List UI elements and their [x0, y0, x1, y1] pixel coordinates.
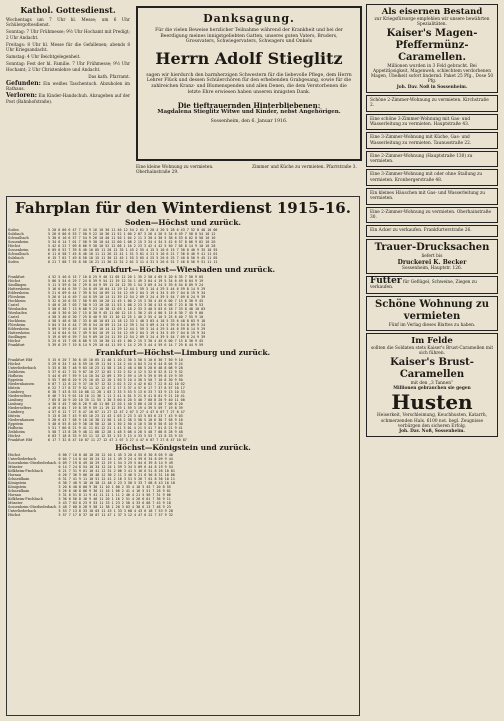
ad-caramel-text: Millionen wurden in 3 Feld gebracht. Bei Appetitlosigkeit, Magenweh, schlechtem verdorbenen Magen, Übelkeit sofort lindernd. Paket 25 Pfg., Dose 50 Pfg.: [370, 63, 494, 85]
departure-times: 6 05 6 52 7 39 8 40 10 05 11 20 12 35 1 45 2 55 4 15 5 10 6 15 7 30 8 40 9 35 10 55: [48, 248, 218, 252]
departure-times: 5 11 5 59 6 34 7 29 8 44 9 59 11 24 12 39 1 54 3 09 4 24 5 39 6 54 8 09 9 24: [48, 283, 204, 287]
station-name: Sindlingen: [8, 283, 27, 287]
departure-times: 5 19 6 09 6 59 7 54 9 09 10 24 11 39 12 54 2 09 3 24 4 39 5 54 7 09 8 24 9 39: [48, 335, 206, 339]
ad-feld: [366, 333, 498, 437]
station-name: Flörsheim: [8, 295, 26, 299]
church-notice-column: [6, 4, 130, 106]
departure-times: 5 40 6 28 7 03 7 58 9 13 10 28 11 53 1 08 2 23 3 38 4 53 6 08 7 23 8 38 9 53: [48, 303, 204, 307]
departure-times: 5 15 6 20 7 30 8 45 10 05 11 40 1 10 2 30 3 50 5 10 6 30 7 50 9 10: [48, 358, 183, 362]
departure-times: 4 50 5 40 6 30 7 25 8 40 9 55 11 10 12 25 1 40 2 55 4 10 5 25 6 40 7 55 9 10: [48, 315, 204, 319]
station-name: Frankfurt Hbf: [8, 358, 33, 362]
station-name: Sossenheim: [8, 240, 29, 244]
station-name: Zeilsheim: [8, 370, 25, 374]
station-name: Münster: [8, 465, 23, 469]
route-title: Frankfurt—Höchst—Limburg und zurück.: [95, 348, 271, 357]
rental-ad: Eine 2-Zimmer-Wohnung (Hauptstraße 130) zu vermieten.: [366, 151, 498, 168]
ad-futter: [366, 276, 498, 294]
church-heading: Kathol. Gottesdienst.: [20, 5, 116, 15]
ad-millionen: Millionen gebrauchen sie gegen: [393, 385, 471, 391]
departure-times: 5 58 7 13 8 28 9 48 11 08 12 28 1 48 3 08 4 28 5 48 7 08 8 28 9 48: [48, 430, 183, 434]
station-name: Hochheim: [8, 299, 26, 303]
church-para-3: Freitags: 8 Uhr hl. Messe für die Gefallenen; abends 8 Uhr Kriegsandacht.: [6, 41, 130, 53]
ad-bestand-title: Als eisernen Bestand: [381, 7, 483, 17]
station-name: Unterliederbach: [8, 366, 37, 370]
church-para-4: Samstag: 4 Uhr Beichtgelegenheit.: [6, 54, 81, 60]
station-name: Sossenheim-Oberliederbach: [8, 505, 57, 509]
timetable-routes: [7, 218, 359, 517]
departure-times: 5 09 5 59 6 49 7 44 8 59 10 14 11 29 12 44 1 59 3 14 4 29 5 44 6 59 8 14 9 29: [48, 327, 206, 331]
departure-times: 5 06 5 54 6 29 7 24 8 39 9 54 11 19 12 34 1 49 3 04 4 19 5 34 6 49 8 04 9 19: [48, 279, 204, 283]
ad-futter-title: Futter: [370, 276, 402, 287]
station-name: Wiesbaden: [8, 307, 27, 311]
station-name: Camberg: [8, 410, 24, 414]
departure-times: 6 38 7 43 8 53 10 08 11 28 1 03 2 33 3 53 5 13 6 33 7 53 9 13 10 33: [48, 390, 185, 394]
thanks-intro: Für die vielen Beweise herzlicher Teilnahme während der Krankheit und bei der Beerdigung meines innigstgeliebten Gatten, unseres guten Vaters, Bruders, Grossvaters, Schwiegervaters, Schwagers und Onkels: [155, 28, 343, 45]
departure-times: 5 50 6 38 7 13 8 08 9 23 10 38 12 03 1 18 2 33 3 48 5 03 6 18 7 33 8 48 10 03: [48, 307, 206, 311]
ads-column: [366, 4, 498, 439]
departure-times: 5 55 7 00 8 10 9 25 10 45 12 20 1 50 3 10 4 30 5 50 7 10 8 30 9 50: [48, 378, 183, 382]
church-signature: Das kath. Pfarramt.: [88, 73, 130, 79]
departure-times: 5 26 6 14 6 49 7 44 8 59 10 14 11 39 12 54 2 09 3 24 4 39 5 54 7 09 8 24 9 39: [48, 295, 206, 299]
departure-times: 6 21 7 08 7 55 8 56 10 21 11 36 12 51 2 01 3 11 4 31 5 26 6 31 7 46 8 56 9 51 11 11: [48, 260, 218, 264]
departure-times: 5 42 6 22 7 09 8 06 9 38 10 52 12 08 1 16 2 23 3 42 4 42 5 50 7 05 8 14 9 10 10 28: [48, 244, 216, 248]
route-title: Frankfurt—Höchst—Wiesbaden und zurück.: [90, 265, 276, 274]
ad-trauer-text: liefert bis: [421, 253, 443, 259]
departure-times: 6 04 7 14 8 44 10 24 12 14 1 49 3 24 4 59 6 34 8 09 9 44: [58, 457, 173, 461]
route-title: Soden—Höchst und zurück.: [124, 218, 242, 227]
found-text: Ein weißes Taschentuch. Abzuholen im Rathaus.: [6, 81, 130, 92]
route-table: [7, 453, 359, 517]
station-name: Kelkheim-Fischbach: [8, 469, 43, 473]
station-name: Idstein: [8, 386, 20, 390]
departure-times: 5 51 7 06 8 21 9 41 11 01 12 21 1 41 3 01 4 21 5 41 7 01 8 21 9 41: [48, 426, 183, 430]
station-name: Castel: [8, 315, 19, 319]
station-name: Sulzbach: [8, 256, 24, 260]
station-name: Niederselters: [8, 394, 32, 398]
lost-text: Ein Kinder-Handschuh. Abzugeben auf der Post (Bahnhofstraße).: [6, 93, 130, 104]
station-name: Frankfurt: [8, 275, 25, 279]
notice-date: Sossenheim, den 6. Januar 1916.: [210, 118, 288, 124]
departure-times: 5 57 7 17 8 37 10 07 11 47 1 37 3 12 4 47 6 22 7 57 9 32: [58, 513, 173, 517]
rental-ad: Schöne 2-Zimmer-Wohnung zu vermieten. Kirchstraße 2.: [366, 95, 498, 112]
departure-times: 4 40 5 30 6 20 7 15 8 30 9 45 11 00 12 15 1 30 2 45 4 00 5 15 6 30 7 45 9 00: [48, 311, 204, 315]
departure-times: 5 16 6 04 6 39 7 34 8 49 10 04 11 29 12 44 1 59 3 14 4 29 5 44 6 59 8 14 9 29: [48, 287, 206, 291]
station-name: Königstein: [8, 481, 27, 485]
station-name: Niederselters: [8, 406, 32, 410]
departure-times: 6 26 7 36 9 06 10 46 12 36 2 11 3 46 5 21 6 56 8 31 10 06: [58, 473, 175, 477]
departure-times: 5 39 6 29 7 19 8 14 9 29 10 44 11 59 1 14 2 29 3 44 4 59 6 14 7 29 8 44 9 59: [48, 343, 204, 347]
thanks-notice: [136, 6, 362, 161]
departure-times: 6 03 7 18 8 33 9 53 11 13 12 33 1 53 3 13 4 33 5 53 7 13 8 33 9 53: [48, 434, 183, 438]
thanks-body: sagen wir hierdurch den barmherzigen Schwestern für die liebevolle Pflege, dem Herrn Lehrer Flück und dessen Schülerchören für den erhebenden Grabgesang, sowie für die zahlreichen Kranz- und Blumenspenden und allen Denen, die dem Verstorbenen die letzte Ehre erwiesen haben unseren innigsten Dank.: [146, 72, 352, 95]
ad-feld-text: sollten die Soldaten stets Kaiser's Brust-Caramellen mit sich führen.: [370, 346, 494, 357]
station-name: Soden: [8, 260, 19, 264]
station-name: Schneidhain: [8, 489, 30, 493]
departure-times: 6 09 7 19 8 49 10 29 12 19 1 54 3 29 5 04 6 39 8 14 9 49: [58, 461, 173, 465]
deceased-name: Herrn Adolf Stieglitz: [155, 48, 343, 68]
departure-times: 6 21 7 31 9 01 10 41 12 31 2 06 3 41 5 16 6 51 8 26 10 01: [58, 469, 175, 473]
church-para-5: Sonntag: Fest der hl. Familie. 7 Uhr Frühmesse; 9½ Uhr Hochamt; 2 Uhr Christenlehre und Andacht.: [6, 61, 130, 72]
departure-times: 5 48 7 08 8 28 9 58 11 38 1 28 3 03 4 38 6 13 7 48 9 23: [58, 505, 171, 509]
departure-times: 4 58 5 48 6 38 7 33 8 48 10 03 11 18 12 33 1 48 3 03 4 18 5 33 6 48 8 03 9 18: [48, 319, 206, 323]
departure-times: 7 05 8 10 9 20 10 35 11 55 1 30 3 00 4 20 5 40 7 00 8 20 9 40 11 00: [48, 398, 185, 402]
ad-husten-sig: Joh. Dav. Noß, Sossenheim.: [399, 429, 465, 435]
station-name: Sulzbach: [8, 232, 24, 236]
departure-times: 5 13 6 28 7 43 9 03 10 23 11 43 1 03 2 23 3 43 5 03 6 23 7 43 9 03: [48, 414, 183, 418]
timetable: [6, 196, 360, 716]
rental-ad: Ein Acker zu verkaufen. Frankfurterstraße 26.: [366, 225, 498, 236]
station-name: Hornau: [8, 493, 22, 497]
station-name: Höchst: [8, 244, 21, 248]
station-name: Idstein: [8, 414, 20, 418]
family-names: Magdalena Stieglitz Witwe und Kinder, nebst Angehörigen.: [157, 109, 341, 116]
station-name: Eddersheim: [8, 291, 29, 295]
rental-ad: Ein kleines Häuschen mit Gas- und Wasserleitung zu vermieten.: [366, 188, 498, 205]
departure-times: 5 30 6 10 6 57 7 54 9 26 10 40 11 56 1 04 2 11 3 30 4 30 5 38 6 53 8 02 8 58 10 16: [48, 236, 216, 240]
departure-times: 5 29 6 34 7 44 8 59 10 19 11 54 1 24 2 44 4 04 5 24 6 44 8 04 9 24: [48, 362, 183, 366]
station-name: Höchst: [8, 453, 21, 457]
ad-husten-text: Heiserkeit, Verschleimung, Keuchhusten, Katarrh, schmerzenden Hals. 6100 not. begl. Zeugnisse verbürgen den sicheren Erfolg.: [377, 413, 487, 429]
ad-trauer: [366, 239, 498, 275]
ad-kaiser-sub: mit den „3 Tannen“: [410, 380, 454, 386]
station-name: Niedernhausen: [8, 418, 35, 422]
timetable-title: Fahrplan für den Winterdienst 1915-16.: [15, 199, 351, 217]
departure-times: 4 30 5 45 7 00 8 20 9 40 11 00 12 20 1 40 3 00 4 20 5 40 7 00 8 20: [48, 402, 183, 406]
departure-times: 5 40 6 55 8 10 9 30 10 50 12 10 1 30 2 50 4 10 5 30 6 50 8 10 9 30: [48, 422, 183, 426]
route-title: Höchst—Königstein und zurück.: [115, 443, 251, 452]
departure-times: 6 14 7 24 8 54 10 34 12 24 1 59 3 34 5 09 6 44 8 19 9 54: [58, 465, 173, 469]
ad-kaiser-title: Kaiser's Brust-Caramellen: [390, 356, 474, 380]
church-para-2: Sonntag: 7 Uhr Frühmesse; 9½ Uhr Hochamt mit Predigt; 2 Uhr Andacht.: [6, 29, 130, 40]
station-name: Kelkheim-Fischbach: [8, 497, 43, 501]
rental-ad: Eine 3-Zimmer-Wohnung mit oder ohne Stallung zu vermieten. Kronbergerstraße 48.: [366, 169, 498, 186]
rental-ads: [366, 95, 498, 236]
route-row: [7, 343, 359, 347]
station-name: Schwalbach: [8, 236, 29, 240]
ad-trauer-title: Trauer-Drucksachen: [374, 241, 490, 253]
departure-times: 6 46 7 51 9 01 10 16 11 36 1 11 2 41 4 01 5 21 6 41 8 01 9 21 10 41: [48, 394, 185, 398]
station-name: Höchst: [8, 434, 21, 438]
departure-times: 5 26 6 46 8 06 9 36 11 16 1 06 2 41 4 16 5 51 7 26 9 01: [58, 489, 171, 493]
ad-caramel-sig: Joh. Dav. Noß in Sossenheim.: [396, 84, 468, 90]
departure-times: 5 20 6 00 6 47 7 44 9 16 10 30 11 46 12 54 2 01 3 20 4 20 5 28 6 43 7 52 8 48 10 06: [48, 228, 218, 232]
station-name: Schneidhain: [8, 477, 30, 481]
departure-times: 5 20 6 40 8 00 9 30 11 10 1 00 2 35 4 10 5 45 7 20 8 55: [58, 485, 171, 489]
rental-ad: Eine 3-Zimmer-Wohnung mit Küche, Gas- und Wasserleitung zu vermieten. Taunusstraße 22.: [366, 132, 498, 149]
ad-feld-title: Im Felde: [411, 336, 453, 347]
departure-times: 6 38 7 48 9 18 10 58 12 48 2 23 3 58 5 33 7 08 8 43 10 18: [58, 481, 175, 485]
departure-times: 6 31 7 41 9 11 10 51 12 41 2 16 3 51 5 26 7 01 8 36 10 11: [58, 477, 175, 481]
found-label: Gefunden:: [6, 80, 41, 88]
departure-times: 5 43 7 03 8 23 9 53 11 33 1 23 2 58 4 33 6 08 7 43 9 18: [58, 501, 171, 505]
ad-bestand-text: zur Kriegsfürsorge empfehlen wir unsere bewährten Spezialitäten.: [374, 17, 490, 28]
departure-times: 4 57 6 12 7 27 8 47 10 07 11 27 12 47 2 07 3 27 4 47 6 07 7 27 8 47: [48, 410, 185, 414]
station-name: Frankfurt Hbf: [8, 438, 33, 442]
station-name: Camberg: [8, 390, 24, 394]
route-table: [7, 228, 359, 264]
departure-times: 5 44 6 49 7 59 9 14 10 34 12 09 1 39 2 59 4 19 5 39 6 59 8 19 9 39: [48, 374, 183, 378]
station-name: Höchst: [8, 513, 21, 517]
station-name: Höchst: [8, 362, 21, 366]
station-name: Höchst: [8, 279, 21, 283]
station-name: Hattersheim: [8, 331, 30, 335]
station-name: Königstein: [8, 485, 27, 489]
station-name: Eddersheim: [8, 327, 29, 331]
departure-times: 5 36 6 56 8 16 9 46 11 26 1 16 2 51 4 26 6 01 7 36 9 11: [58, 497, 171, 501]
departure-times: 5 33 6 38 7 48 9 03 10 23 11 58 1 28 2 48 4 08 5 28 6 48 8 08 9 28: [48, 366, 183, 370]
station-name: Unterliederbach: [8, 457, 37, 461]
departure-times: 6 07 7 12 8 22 9 37 10 57 12 32 2 02 3 22 4 42 6 02 7 22 8 42 10 02: [48, 382, 185, 386]
ad-caramel-title: Kaiser's Magen-Pfeffermünz-Caramellen.: [386, 27, 478, 63]
station-name: Sindlingen: [8, 335, 27, 339]
route-table: [7, 358, 359, 442]
small-ad-a: Eine kleine Wohnung zu vermieten. Oberhainstraße 29.: [136, 165, 214, 176]
ad-trauer-addr: Sossenheim, Hauptstr. 126.: [401, 265, 463, 271]
station-name: Hornau: [8, 473, 22, 477]
lost-label: Verloren:: [6, 92, 37, 100]
departure-times: 5 26 6 06 6 53 7 50 9 22 10 36 11 52 1 00 2 07 3 26 4 26 5 34 6 49 7 58 8 54 10 12: [48, 232, 216, 236]
church-para-1: Wochentags um 7 Uhr hl. Messe; um 6 Uhr Schülergottesdienst.: [6, 17, 130, 28]
departure-times: 6 11 6 58 7 45 8 46 10 11 11 26 12 41 1 51 3 01 4 21 5 16 6 21 7 36 8 46 9 41 11 01: [48, 252, 218, 256]
departure-times: 5 21 6 09 6 44 7 39 8 54 10 09 11 34 12 49 2 04 3 19 4 34 5 49 7 04 8 19 9 34: [48, 291, 206, 295]
small-ads-row: [136, 165, 362, 185]
rental-ad: Eine 2-Zimmer-Wohnung zu vermieten. Oberhainstraße 30.: [366, 207, 498, 224]
ad-futter-text: für Geflügel, Schweine, Ziegen zu verkaufen.: [370, 280, 477, 291]
departure-times: 5 14 6 04 6 54 7 49 9 04 10 19 11 34 12 49 2 04 3 19 4 34 5 49 7 04 8 19 9 34: [48, 331, 206, 335]
departure-times: 5 28 6 43 7 58 9 18 10 38 11 58 1 18 2 38 3 58 5 18 6 38 7 58 9 18: [48, 418, 183, 422]
route-row: [7, 438, 359, 442]
station-name: Hofheim: [8, 374, 23, 378]
station-name: Zeilsheim: [8, 430, 25, 434]
station-name: Limburg: [8, 402, 23, 406]
departure-times: 6 00 7 10 8 40 10 20 12 10 1 45 3 20 4 55 6 30 8 05 9 40: [58, 453, 173, 457]
ad-wohnung: [366, 296, 498, 331]
departure-times: 5 25 6 15 7 05 8 00 9 15 10 30 11 45 1 00 2 15 3 30 4 45 6 00 7 15 8 30 9 45: [48, 339, 204, 343]
station-name: Unterliederbach: [8, 509, 37, 513]
route-row: [7, 513, 359, 517]
departure-times: 6 17 7 32 8 47 10 07 11 27 12 47 2 07 3 27 4 47 6 07 7 27 8 47 10 07: [48, 438, 187, 442]
station-name: Sossenheim: [8, 248, 29, 252]
ad-trauer-firm: Druckerei K. Becker: [397, 258, 467, 266]
ad-wohnung-text: Fünf im Verlag dieses Blattes zu haben.: [388, 322, 476, 328]
ad-bestand: [366, 4, 498, 93]
station-name: Münster: [8, 501, 23, 505]
station-name: Niedernhausen: [8, 382, 35, 386]
departure-times: 4 52 5 40 6 15 7 10 8 25 9 40 11 05 12 20 1 35 2 50 4 05 5 20 6 35 7 50 9 05: [48, 275, 204, 279]
station-name: Schwalbach: [8, 252, 29, 256]
departure-times: 5 53 7 13 8 33 10 03 11 43 1 33 3 08 4 43 6 18 7 53 9 28: [58, 509, 173, 513]
station-name: Sossenheim-Oberliederbach: [8, 461, 57, 465]
station-name: Eppstein: [8, 422, 24, 426]
station-name: Flörsheim: [8, 323, 26, 327]
departure-times: 6 15 7 02 7 49 8 50 10 15 11 30 12 45 1 55 3 05 4 25 5 20 6 25 7 40 8 50 9 45 11 05: [48, 256, 218, 260]
route-table: [7, 275, 359, 347]
departure-times: 5 04 5 54 6 44 7 39 8 54 10 09 11 24 12 39 1 54 3 09 4 24 5 39 6 54 8 09 9 24: [48, 323, 206, 327]
rental-ad: Eine schöne 3-Zimmer-Wohnung mit Gas- und Wasserleitung zu vermieten. Hauptstraße 43.: [366, 114, 498, 131]
thanks-title: Danksagung.: [203, 12, 295, 25]
station-name: Hofheim: [8, 426, 23, 430]
station-name: Eppstein: [8, 378, 24, 382]
small-ad-b: Zimmer und Küche zu vermieten. Pfarrstraße 3.: [252, 165, 357, 170]
departure-times: 4 49 6 04 7 19 8 39 9 59 11 19 12 39 1 59 3 19 4 39 5 59 7 19 8 39: [48, 406, 183, 410]
station-name: Frankfurt: [8, 343, 25, 347]
departure-times: 5 34 6 14 7 01 7 58 9 30 10 44 12 00 1 08 2 15 3 34 4 34 5 42 6 57 8 06 9 02 10 20: [48, 240, 216, 244]
station-name: Hattersheim: [8, 287, 30, 291]
station-name: Limburg: [8, 398, 23, 402]
station-name: Hochheim: [8, 319, 26, 323]
station-name: Wiesbaden: [8, 311, 27, 315]
station-name: Castel: [8, 303, 19, 307]
departure-times: 5 31 6 51 8 11 9 41 11 21 1 11 2 46 4 21 5 56 7 31 9 06: [58, 493, 171, 497]
station-name: Höchst: [8, 339, 21, 343]
departure-times: 5 32 6 20 6 55 7 50 9 05 10 20 11 45 1 00 2 15 3 30 4 45 6 00 7 15 8 30 9 45: [48, 299, 204, 303]
mourners-heading: Die tieftrauernden Hinterbliebenen:: [177, 101, 321, 111]
departure-times: 5 37 6 42 7 52 9 07 10 27 12 02 1 32 2 52 4 12 5 32 6 52 8 12 9 32: [48, 370, 183, 374]
station-name: Soden: [8, 228, 19, 232]
ad-husten: Husten: [391, 390, 473, 415]
ad-wohnung-title: Schöne Wohnung zu vermieten: [375, 298, 489, 322]
route-row: [7, 260, 359, 264]
departure-times: 6 22 7 27 8 37 9 52 11 12 12 47 2 17 3 37 4 57 6 17 7 37 8 57 10 17: [48, 386, 185, 390]
